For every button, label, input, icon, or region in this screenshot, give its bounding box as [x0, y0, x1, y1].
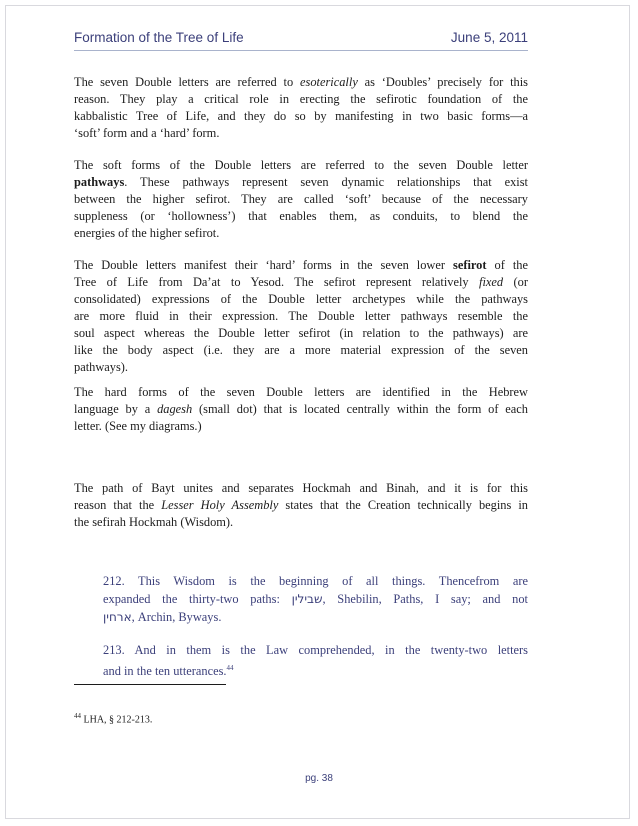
text-line: ‘soft’ form and a ‘hard’ form.: [74, 126, 220, 140]
text-line: reason. They play a critical role in erecting the sefirotic foundation of the: [74, 92, 528, 106]
text-line: 213. And in them is the Law comprehended, in the twenty-two letters: [103, 643, 528, 657]
document-date: June 5, 2011: [450, 30, 528, 45]
text-line: 212. This Wisdom is the beginning of all things. Thencefrom are: [103, 574, 528, 588]
text-line: The seven Double letters are referred to esoterically as ‘Doubles’ precisely for this: [74, 75, 529, 89]
text-line: pathways).: [74, 360, 129, 374]
text-line: Tree of Life from Da’at to Yesod. The sefirot represent relatively fixed (or: [74, 275, 528, 289]
footnote: [74, 712, 152, 725]
italic-term: Lesser Holy Assembly: [161, 498, 279, 512]
text-line: consolidated) expressions of the Double letter archetypes while the pathways: [74, 292, 528, 306]
block-quote-213: [103, 641, 528, 680]
text-line: reason that the Lesser Holy Assembly states that the Creation technically begins in: [74, 498, 528, 512]
footnote-reference[interactable]: 44: [226, 664, 234, 672]
text-line: language by a dagesh (small dot) that is located centrally within the form of each: [74, 402, 529, 416]
text-line: are more fluid in their expression. The Double letter pathways resemble the: [74, 309, 528, 323]
hebrew-word: ארחין: [103, 610, 132, 624]
page-number: pg. 38: [305, 773, 333, 784]
text-line: soul aspect whereas the Double letter sefirot (in relation to the pathways) are: [74, 326, 528, 340]
document-title: Formation of the Tree of Life: [74, 30, 244, 45]
text-line: letter. (See my diagrams.): [74, 419, 202, 433]
footnote-separator: [74, 684, 226, 685]
italic-term: fixed: [479, 275, 504, 289]
footnote-number: 44: [74, 712, 81, 720]
paragraph-5: [74, 480, 528, 531]
text-line: pathways. These pathways represent seven dynamic relationships that exist: [74, 175, 528, 189]
text-line: The hard forms of the seven Double letters are identified in the Hebrew: [74, 385, 528, 399]
text-line: The path of Bayt unites and separates Hockmah and Binah, and it is for this: [74, 481, 528, 495]
paragraph-1: [74, 74, 528, 142]
text-line: between the higher sefirot. They are called ‘soft’ because of the necessary: [74, 192, 528, 206]
text-line: expanded the thirty-two paths: שבילין, Shebilin, Paths, I say; and not: [103, 592, 528, 606]
paragraph-3: [74, 257, 528, 376]
text-line: and in the ten utterances.$^{44}$: [103, 664, 234, 679]
header-rule: [74, 50, 528, 51]
hebrew-word: שבילין: [291, 592, 323, 606]
block-quote-212: [103, 572, 528, 626]
footnote-text: LHA, § 212-213.: [81, 714, 153, 726]
page-header: [74, 30, 528, 50]
italic-term: dagesh: [157, 402, 193, 416]
paragraph-4: [74, 384, 528, 435]
bold-term: pathways: [74, 175, 125, 189]
text-line: The soft forms of the Double letters are referred to the seven Double letter: [74, 158, 528, 172]
text-line: ארחין, Archin, Byways.: [103, 610, 222, 624]
text-line: suppleness (or ‘hollowness’) that enables them, as conduits, to blend the: [74, 209, 528, 223]
italic-term: esoterically: [300, 75, 358, 89]
bold-term: sefirot: [453, 258, 487, 272]
paragraph-2: [74, 157, 528, 242]
text-line: The Double letters manifest their ‘hard’ forms in the seven lower sefirot of the: [74, 258, 529, 272]
text-line: like the body aspect (i.e. they are a more material expression of the seven: [74, 343, 528, 357]
text-line: kabbalistic Tree of Life, and they do so by manifesting in two basic forms—a: [74, 109, 528, 123]
text-line: energies of the higher sefirot.: [74, 226, 220, 240]
text-line: the sefirah Hockmah (Wisdom).: [74, 515, 234, 529]
